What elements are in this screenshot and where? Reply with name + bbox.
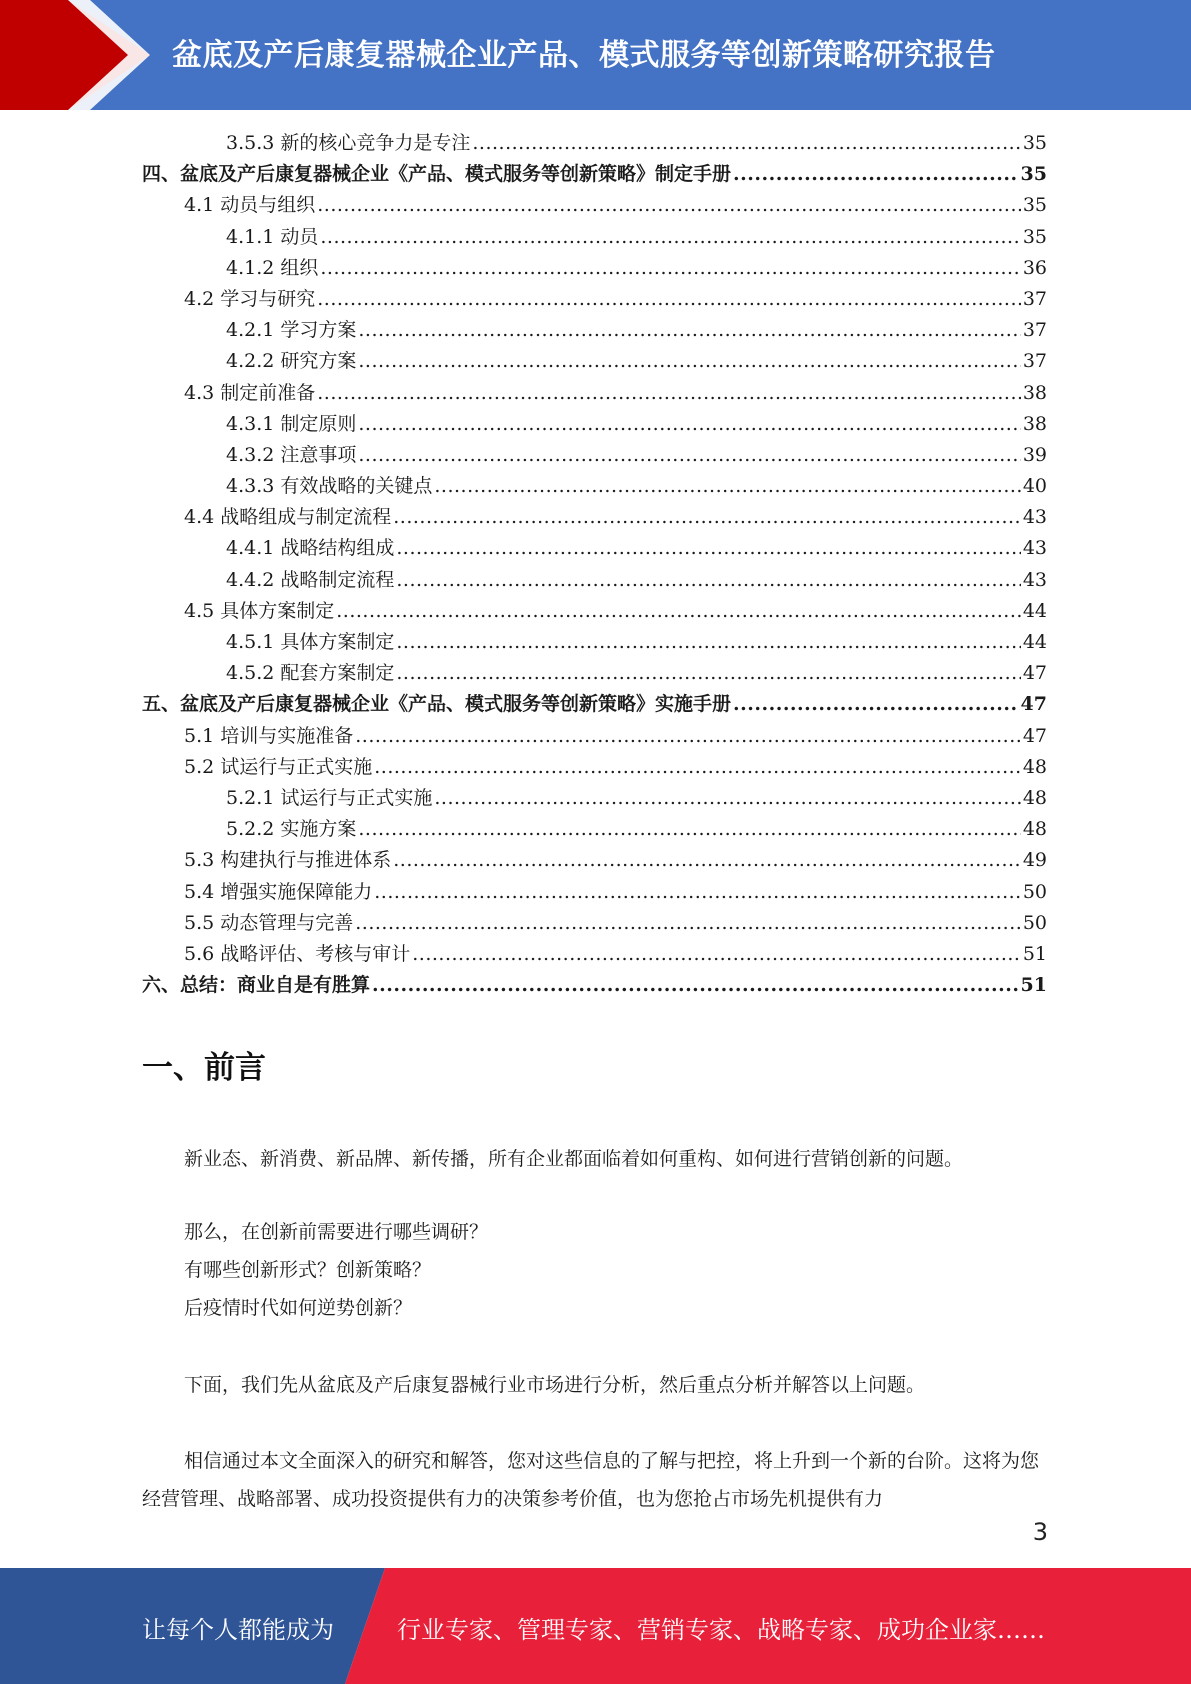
toc-entry-page: 44 — [1022, 631, 1047, 653]
toc-entry[interactable] — [142, 721, 1047, 752]
toc-entry-page: 47 — [1020, 693, 1047, 716]
toc-entry-label: 4.1.2 组织 — [226, 256, 319, 279]
section-heading: 一、前言 — [142, 1050, 266, 1086]
toc-entry-label: 5.1 培训与实施准备 — [184, 724, 354, 747]
toc-entry-page: 35 — [1022, 132, 1047, 154]
toc-entry[interactable] — [142, 752, 1047, 783]
toc-entry[interactable] — [142, 128, 1047, 159]
paragraph: 那么，在创新前需要进行哪些调研？ — [184, 1221, 489, 1243]
toc-entry-label: 5.3 构建执行与推进体系 — [184, 849, 392, 872]
toc-entry-label: 4.3.2 注意事项 — [226, 443, 357, 466]
toc-entry-label: 4.5.2 配套方案制定 — [226, 662, 395, 685]
toc-dot-leader — [358, 409, 1020, 440]
toc-entry-page: 37 — [1022, 287, 1047, 310]
toc-entry-page: 49 — [1022, 849, 1047, 872]
paragraph: 新业态、新消费、新品牌、新传播，所有企业都面临着如何重构、如何进行营销创新的问题。 — [184, 1148, 964, 1170]
toc-dot-leader — [374, 877, 1021, 908]
toc-entry[interactable] — [142, 471, 1047, 502]
toc-entry-page: 43 — [1022, 568, 1047, 591]
toc-entry-page: 37 — [1022, 350, 1047, 373]
toc-entry-page: 35 — [1020, 163, 1047, 186]
toc-dot-leader — [336, 596, 1021, 627]
toc-dot-leader — [358, 440, 1020, 471]
toc-entry-label: 5.2 试运行与正式实施 — [184, 755, 373, 778]
toc-entry-label: 5.5 动态管理与完善 — [184, 911, 354, 934]
toc-entry[interactable] — [142, 814, 1047, 845]
toc-entry-page: 51 — [1020, 974, 1047, 997]
toc-entry-page: 44 — [1022, 599, 1047, 622]
toc-dot-leader — [317, 378, 1021, 409]
toc-entry-page: 35 — [1022, 225, 1047, 248]
toc-dot-leader — [472, 128, 1020, 159]
toc-entry[interactable] — [142, 908, 1047, 939]
toc-entry-label: 5.6 战略评估、考核与审计 — [184, 942, 411, 965]
toc-entry-label: 4.1.1 动员 — [226, 225, 319, 248]
toc-dot-leader — [320, 253, 1020, 284]
toc-entry[interactable] — [142, 596, 1047, 627]
toc-dot-leader — [320, 222, 1020, 253]
toc-entry-page: 43 — [1022, 537, 1047, 560]
toc-entry-page: 48 — [1022, 818, 1047, 841]
toc-dot-leader — [412, 939, 1021, 970]
toc-entry-label: 4.2 学习与研究 — [184, 287, 316, 310]
toc-entry-page: 48 — [1022, 786, 1047, 809]
toc-entry-label: 4.4.2 战略制定流程 — [226, 568, 395, 591]
toc-entry[interactable] — [142, 845, 1047, 876]
toc-dot-leader — [396, 533, 1020, 564]
toc-entry-label: 六、总结：商业自是有胜算 — [142, 974, 371, 997]
toc-entry-label: 4.2.2 研究方案 — [226, 350, 357, 373]
toc-entry[interactable] — [142, 970, 1047, 1001]
toc-entry-page: 47 — [1022, 662, 1047, 685]
paragraph: 有哪些创新形式？创新策略？ — [184, 1259, 432, 1281]
toc-entry-page: 36 — [1022, 256, 1047, 279]
toc-entry[interactable] — [142, 378, 1047, 409]
toc-entry[interactable] — [142, 409, 1047, 440]
toc-entry[interactable] — [142, 253, 1047, 284]
toc-dot-leader — [355, 721, 1021, 752]
toc-entry[interactable] — [142, 315, 1047, 346]
toc-entry[interactable] — [142, 346, 1047, 377]
toc-entry[interactable] — [142, 783, 1047, 814]
header-arrow-graphic — [0, 0, 160, 110]
toc-entry-label: 4.5.1 具体方案制定 — [226, 631, 395, 653]
footer-slogan-right: 行业专家、管理专家、营销专家、战略专家、成功企业家…… — [397, 1616, 1045, 1644]
toc-entry-page: 35 — [1022, 194, 1047, 217]
toc-dot-leader — [393, 502, 1021, 533]
toc-dot-leader — [733, 159, 1019, 190]
toc-entry-label: 4.5 具体方案制定 — [184, 599, 335, 622]
header-title: 盆底及产后康复器械企业产品、模式服务等创新策略研究报告 — [172, 38, 996, 73]
toc-entry-page: 43 — [1022, 506, 1047, 529]
toc-entry[interactable] — [142, 502, 1047, 533]
toc-entry[interactable] — [142, 222, 1047, 253]
toc-entry-label: 3.5.3 新的核心竞争力是专注 — [226, 132, 471, 154]
toc-entry-page: 38 — [1022, 412, 1047, 435]
toc-entry-page: 48 — [1022, 755, 1047, 778]
toc-entry[interactable] — [142, 159, 1047, 190]
paragraph: 相信通过本文全面深入的研究和解答，您对这些信息的了解与把控，将上升到一个新的台阶。这将为您经营管理、战略部署、成功投资提供有力的决策参考价值，也为您抢占市场先机提供有力 — [142, 1450, 1040, 1510]
page-number: 3 — [1032, 1518, 1048, 1546]
toc-dot-leader — [358, 315, 1020, 346]
toc-dot-leader — [355, 908, 1021, 939]
toc-entry-page: 50 — [1022, 911, 1047, 934]
toc-dot-leader — [358, 814, 1020, 845]
toc-dot-leader — [374, 752, 1021, 783]
toc-entry[interactable] — [142, 533, 1047, 564]
toc-entry-label: 4.4.1 战略结构组成 — [226, 537, 395, 560]
toc-entry-page: 38 — [1022, 381, 1047, 404]
toc-entry-label: 4.4 战略组成与制定流程 — [184, 506, 392, 529]
toc-entry[interactable] — [142, 939, 1047, 970]
paragraph: 后疫情时代如何逆势创新？ — [184, 1297, 413, 1319]
toc-dot-leader — [317, 284, 1021, 315]
toc-entry[interactable] — [142, 689, 1047, 720]
toc-entry[interactable] — [142, 440, 1047, 471]
toc-entry[interactable] — [142, 877, 1047, 908]
paragraph: 下面，我们先从盆底及产后康复器械行业市场进行分析，然后重点分析并解答以上问题。 — [184, 1374, 926, 1396]
toc-dot-leader — [358, 346, 1020, 377]
toc-dot-leader — [434, 471, 1020, 502]
toc-dot-leader — [396, 658, 1020, 689]
toc-entry-label: 4.3.1 制定原则 — [226, 412, 357, 435]
toc-entry-page: 47 — [1022, 724, 1047, 747]
toc-entry[interactable] — [142, 284, 1047, 315]
toc-dot-leader — [396, 627, 1020, 658]
toc-entry-page: 39 — [1022, 443, 1047, 466]
toc-entry-label: 5.2.1 试运行与正式实施 — [226, 786, 433, 809]
toc-entry-page: 37 — [1022, 319, 1047, 342]
toc-entry-label: 五、盆底及产后康复器械企业《产品、模式服务等创新策略》实施手册 — [142, 693, 732, 716]
toc-entry-label: 4.2.1 学习方案 — [226, 319, 357, 342]
toc-entry-label: 4.3 制定前准备 — [184, 381, 316, 404]
toc-entry[interactable] — [142, 627, 1047, 658]
page-footer — [0, 1568, 1191, 1684]
toc-dot-leader — [393, 845, 1021, 876]
toc-entry-label: 5.2.2 实施方案 — [226, 818, 357, 841]
toc-entry-page: 51 — [1022, 942, 1047, 965]
toc-dot-leader — [372, 970, 1019, 1001]
toc-entry-page: 40 — [1022, 475, 1047, 498]
toc-entry-label: 5.4 增强实施保障能力 — [184, 880, 373, 903]
toc-dot-leader — [733, 689, 1019, 720]
table-of-contents — [142, 128, 1047, 1001]
toc-dot-leader — [396, 565, 1020, 596]
toc-entry-label: 4.3.3 有效战略的关键点 — [226, 475, 433, 498]
toc-entry-page: 50 — [1022, 880, 1047, 903]
toc-dot-leader — [434, 783, 1020, 814]
toc-entry-label: 4.1 动员与组织 — [184, 194, 316, 217]
page-header — [0, 0, 1191, 110]
footer-slogan-left: 让每个人都能成为 — [142, 1616, 334, 1644]
toc-entry-label: 四、盆底及产后康复器械企业《产品、模式服务等创新策略》制定手册 — [142, 163, 732, 186]
toc-entry[interactable] — [142, 658, 1047, 689]
toc-dot-leader — [317, 190, 1021, 221]
toc-entry[interactable] — [142, 190, 1047, 221]
toc-entry[interactable] — [142, 565, 1047, 596]
